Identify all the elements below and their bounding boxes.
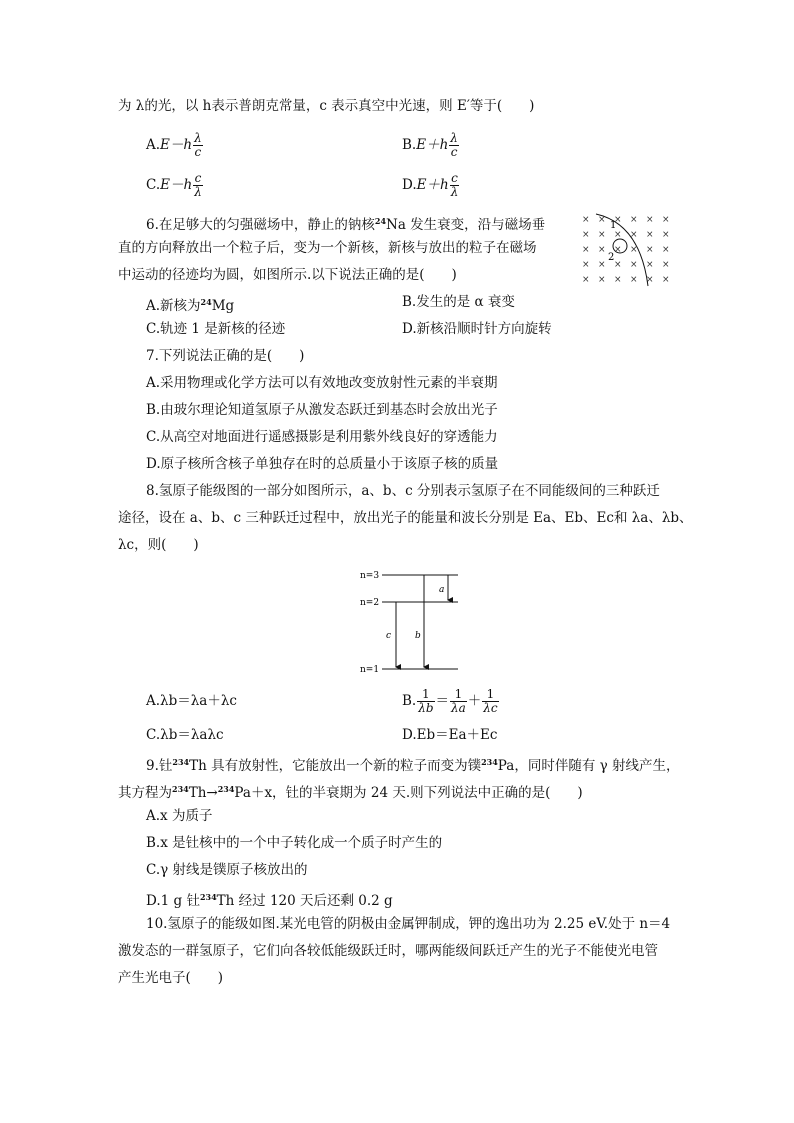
magnetic-field-figure [578,212,678,290]
q8-option-b: B. $\frac{1}{\lambda b}$ ＝ $\frac{1}{\lambda a}$ ＋ $\frac{1}{\lambda c}$ [402,687,498,715]
field-cross-mark: × [614,245,622,255]
level-label-n3: n=3 [360,571,380,581]
field-cross-mark: × [646,230,654,240]
level-label-n1: n=1 [360,665,380,674]
q7-option-b: B.由玻尔理论知道氢原子从激发态跃迁到基态时会放出光子 [146,402,498,418]
level-label-n2: n=2 [360,598,380,608]
field-cross-mark: × [582,245,590,255]
field-cross-mark: × [630,260,638,270]
track-label-2: 2 [608,252,615,263]
q10-stem-line2: 激发态的一群氢原子，它们向各较低能级跃迁时，哪两能级间跃迁产生的光子不能使光电管 [118,943,658,959]
q8-option-c: C.λb＝λaλc [146,727,224,743]
field-cross-mark: × [614,275,622,285]
field-cross-mark: × [630,230,638,240]
fraction: $\frac{c}{\lambda}$ [194,171,202,199]
field-cross-mark: × [646,260,654,270]
field-cross-mark: × [614,260,622,270]
field-cross-mark: × [582,260,590,270]
fraction: $\frac{c}{\lambda}$ [450,171,459,199]
q9-stem-line2: 其方程为$^{234}$Th→$^{234}$Pa＋x，钍的半衰期为 24 天.则下列说法中正确的是( ) [118,784,583,801]
q9-stem-line1: 9.钍$^{234}$Th 具有放射性，它能放出一个新的粒子而变为镤$^{234}$Pa，同时伴随有 γ 射线产生， [146,757,680,774]
field-cross-mark: × [630,245,638,255]
field-cross-mark: × [598,275,606,285]
q9-option-c: C.γ 射线是镤原子核放出的 [146,862,308,878]
q6-stem-line1: 6.在足够大的匀强磁场中，静止的钠核$^{24}$Na 发生衰变，沿与磁场垂 [146,216,546,233]
q5-option-c: C.E－h $\frac{c}{\lambda}$ [146,171,202,199]
q5-option-d: D.E＋h $\frac{c}{\lambda}$ [402,171,459,199]
field-cross-mark: × [614,215,622,225]
q8-stem-line2: 途径，设在 a、b、c 三种跃迁过程中，放出光子的能量和波长分别是 Ea、Eb、Ec和 λa、λb、 [118,510,693,526]
q6-stem-line2: 直的方向释放出一个粒子后，变为一个新核，新核与放出的粒子在磁场 [118,240,537,256]
q8-option-d: D.Eb＝Ea＋Ec [402,727,498,743]
fraction: $\frac{1}{\lambda a}$ [451,687,466,715]
energy-level-diagram [358,566,464,674]
field-cross-mark: × [630,215,638,225]
q5-option-a: A.E－h $\frac{\lambda}{c}$ [146,131,202,159]
q7-stem: 7.下列说法正确的是( ) [146,348,305,364]
transition-label-c: c [386,631,392,641]
track-label-1: 1 [610,220,617,231]
transition-label-a: a [439,585,445,595]
q8-option-a: A.λb＝λa＋λc [146,693,237,709]
q8-stem-line1: 8.氢原子能级图的一部分如图所示，a、b、c 分别表示氢原子在不同能级间的三种跃迁 [146,483,660,499]
q9-option-b: B.x 是钍核中的一个中子转化成一个质子时产生的 [146,835,443,851]
q9-option-a: A.x 为质子 [146,808,213,824]
field-cross-mark: × [646,275,654,285]
q10-stem-line3: 产生光电子( ) [118,970,224,986]
fraction: $\frac{\lambda}{c}$ [450,131,458,159]
q5-stem-end: 为 λ的光，以 h表示普朗克常量，c 表示真空中光速，则 E′等于( ) [118,98,535,114]
q9-option-d: D.1 g 钍$^{234}$Th 经过 120 天后还剩 0.2 g [146,892,393,909]
field-cross-mark: × [582,230,590,240]
field-cross-mark: × [662,275,670,285]
q7-option-c: C.从高空对地面进行遥感摄影是利用紫外线良好的穿透能力 [146,429,498,445]
field-cross-mark: × [598,245,606,255]
q5-option-b: B.E＋h $\frac{\lambda}{c}$ [402,131,458,159]
field-cross-mark: × [630,275,638,285]
q6-option-d: D.新核沿顺时针方向旋转 [402,321,552,337]
q6-option-b: B.发生的是 α 衰变 [402,294,515,310]
fraction: $\frac{\lambda}{c}$ [194,131,202,159]
q7-option-d: D.原子核所含核子单独存在时的总质量小于该原子核的质量 [146,456,499,472]
fraction: $\frac{1}{\lambda c}$ [483,687,498,715]
q8-stem-line3: λc，则( ) [118,537,199,553]
field-cross-mark: × [646,215,654,225]
q10-stem-line1: 10.氢原子的能级如图.某光电管的阴极由金属钾制成，钾的逸出功为 2.25 eV.处于 n＝4 [146,916,671,932]
field-cross-mark: × [582,215,590,225]
field-cross-mark: × [598,230,606,240]
field-cross-mark: × [614,230,622,240]
field-cross-mark: × [646,245,654,255]
field-cross-mark: × [662,230,670,240]
q6-stem-line3: 中运动的径迹均为圆，如图所示.以下说法正确的是( ) [118,267,457,283]
fraction: $\frac{1}{\lambda b}$ [418,687,434,715]
field-cross-mark: × [662,245,670,255]
field-cross-mark: × [598,260,606,270]
transition-label-b: b [415,631,421,641]
q6-option-a: A.新核为$^{24}$Mg [146,297,235,314]
q7-option-a: A.采用物理或化学方法可以有效地改变放射性元素的半衰期 [146,375,498,391]
field-cross-mark: × [662,215,670,225]
q6-option-c: C.轨迹 1 是新核的径迹 [146,321,286,337]
field-cross-mark: × [662,260,670,270]
field-cross-mark: × [598,215,606,225]
field-cross-mark: × [582,275,590,285]
